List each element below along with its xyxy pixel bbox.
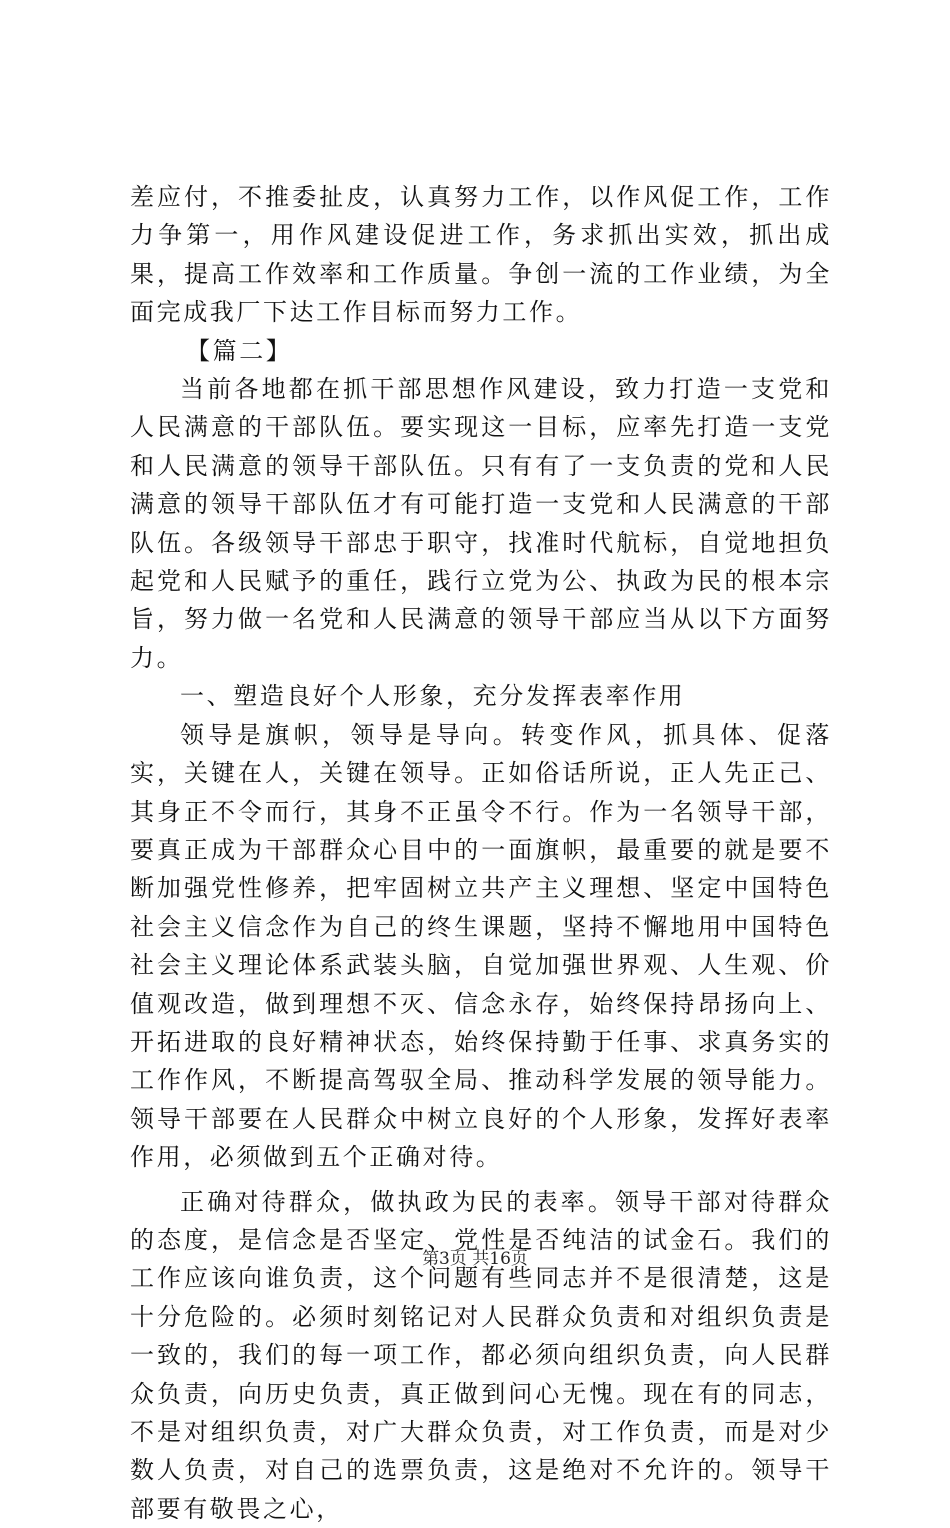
subsection-heading: 一、塑造良好个人形象，充分发挥表率作用 bbox=[180, 682, 686, 711]
paragraph-continuation: 差应付，不推委扯皮，认真努力工作，以作风促工作，工作力争第一，用作风建设促进工作，务求抓出实效，抓出成果，提高工作效率和工作质量。争创一流的工作业绩，为全面完成我厂下达工作目标而努力工作。 bbox=[130, 183, 832, 327]
paragraph-leadership: 领导是旗帜，领导是导向。转变作风，抓具体、促落实，关键在人，关键在领导。正如俗话所说，正人先正己、其身正不令而行，其身不正虽令不行。作为一名领导干部，要真正成为干部群众心目中的一面旗帜，最重要的就是要不断加强党性修养，把牢固树立共产主义理想、坚定中国特色社会主义信念作为自己的终生课题，坚持不懈地用中国特色社会主义理论体系武装头脑，自觉加强世界观、人生观、价值观改造，做到理想不灭、信念永存，始终保持昂扬向上、开拓进取的良好精神状态，始终保持勤于任事、求真务实的工作作风，不断提高驾驭全局、推动科学发展的领导能力。领导干部要在人民群众中树立良好的个人形象，发挥好表率作用，必须做到五个正确对待。 bbox=[130, 720, 832, 1172]
paragraph-intro: 当前各地都在抓干部思想作风建设，致力打造一支党和人民满意的干部队伍。要实现这一目标，应率先打造一支党和人民满意的领导干部队伍。只有有了一支负责的党和人民满意的领导干部队伍才有可能打造一支党和人民满意的干部队伍。各级领导干部忠于职守，找准时代航标，自觉地担负起党和人民赋予的重任，践行立党为公、执政为民的根本宗旨，努力做一名党和人民满意的领导干部应当从以下方面努力。 bbox=[130, 375, 832, 672]
page-footer: 第3页 共16页 bbox=[422, 1249, 528, 1269]
section-heading-pian-er: 【篇二】 bbox=[186, 336, 293, 365]
paragraph-masses: 正确对待群众，做执政为民的表率。领导干部对待群众的态度，是信念是否坚定、党性是否纯洁的试金石。我们的工作应该向谁负责，这个问题有些同志并不是很清楚，这是十分危险的。必须时刻铭记对人民群众负责和对组织负责是一致的，我们的每一项工作，都必须向组织负责，向人民群众负责，向历史负责，真正做到问心无愧。现在有的同志，不是对组织负责，对广大群众负责，对工作负责，而是对少数人负责，对自己的选票负责，这是绝对不允许的。领导干部要有敬畏之心， bbox=[130, 1187, 832, 1523]
document-body bbox=[130, 178, 832, 1528]
